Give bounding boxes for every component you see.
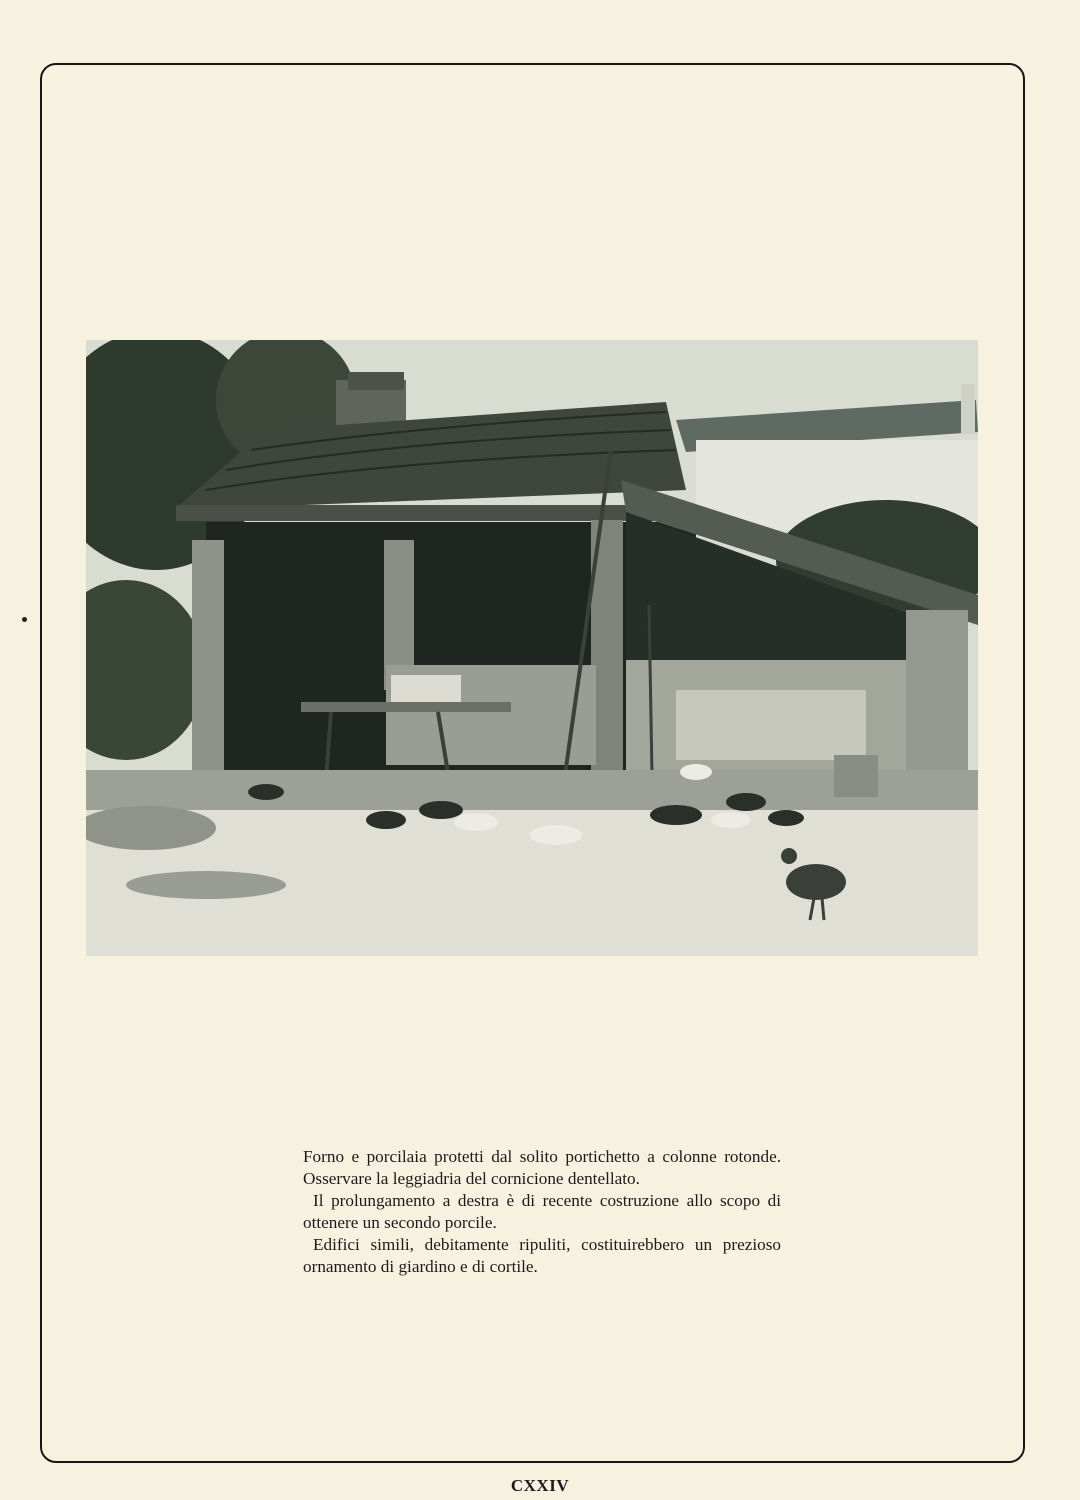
pigsty-door	[676, 690, 866, 760]
bench	[301, 702, 511, 712]
photo-caption	[303, 1146, 781, 1278]
photo-illustration	[86, 340, 978, 956]
photograph	[86, 340, 978, 956]
tree-stump	[834, 755, 878, 797]
caption-paragraph-3: Edifici simili, debitamente ripuliti, costituirebbero un prezioso ornamento di giardino e di cortile.	[303, 1235, 781, 1276]
column-left	[192, 540, 224, 770]
caption-paragraph-1: Forno e porcilaia protetti dal solito portichetto a colonne rotonde. Osservare la leggiadria del cornicione dentellato.	[303, 1147, 781, 1188]
caption-paragraph-2: Il prolungamento a destra è di recente costruzione allo scopo di ottenere un secondo porcile.	[303, 1191, 781, 1232]
paper-speck	[22, 617, 27, 622]
page-number: CXXIV	[510, 1476, 570, 1495]
dentil-cornice	[176, 505, 696, 521]
